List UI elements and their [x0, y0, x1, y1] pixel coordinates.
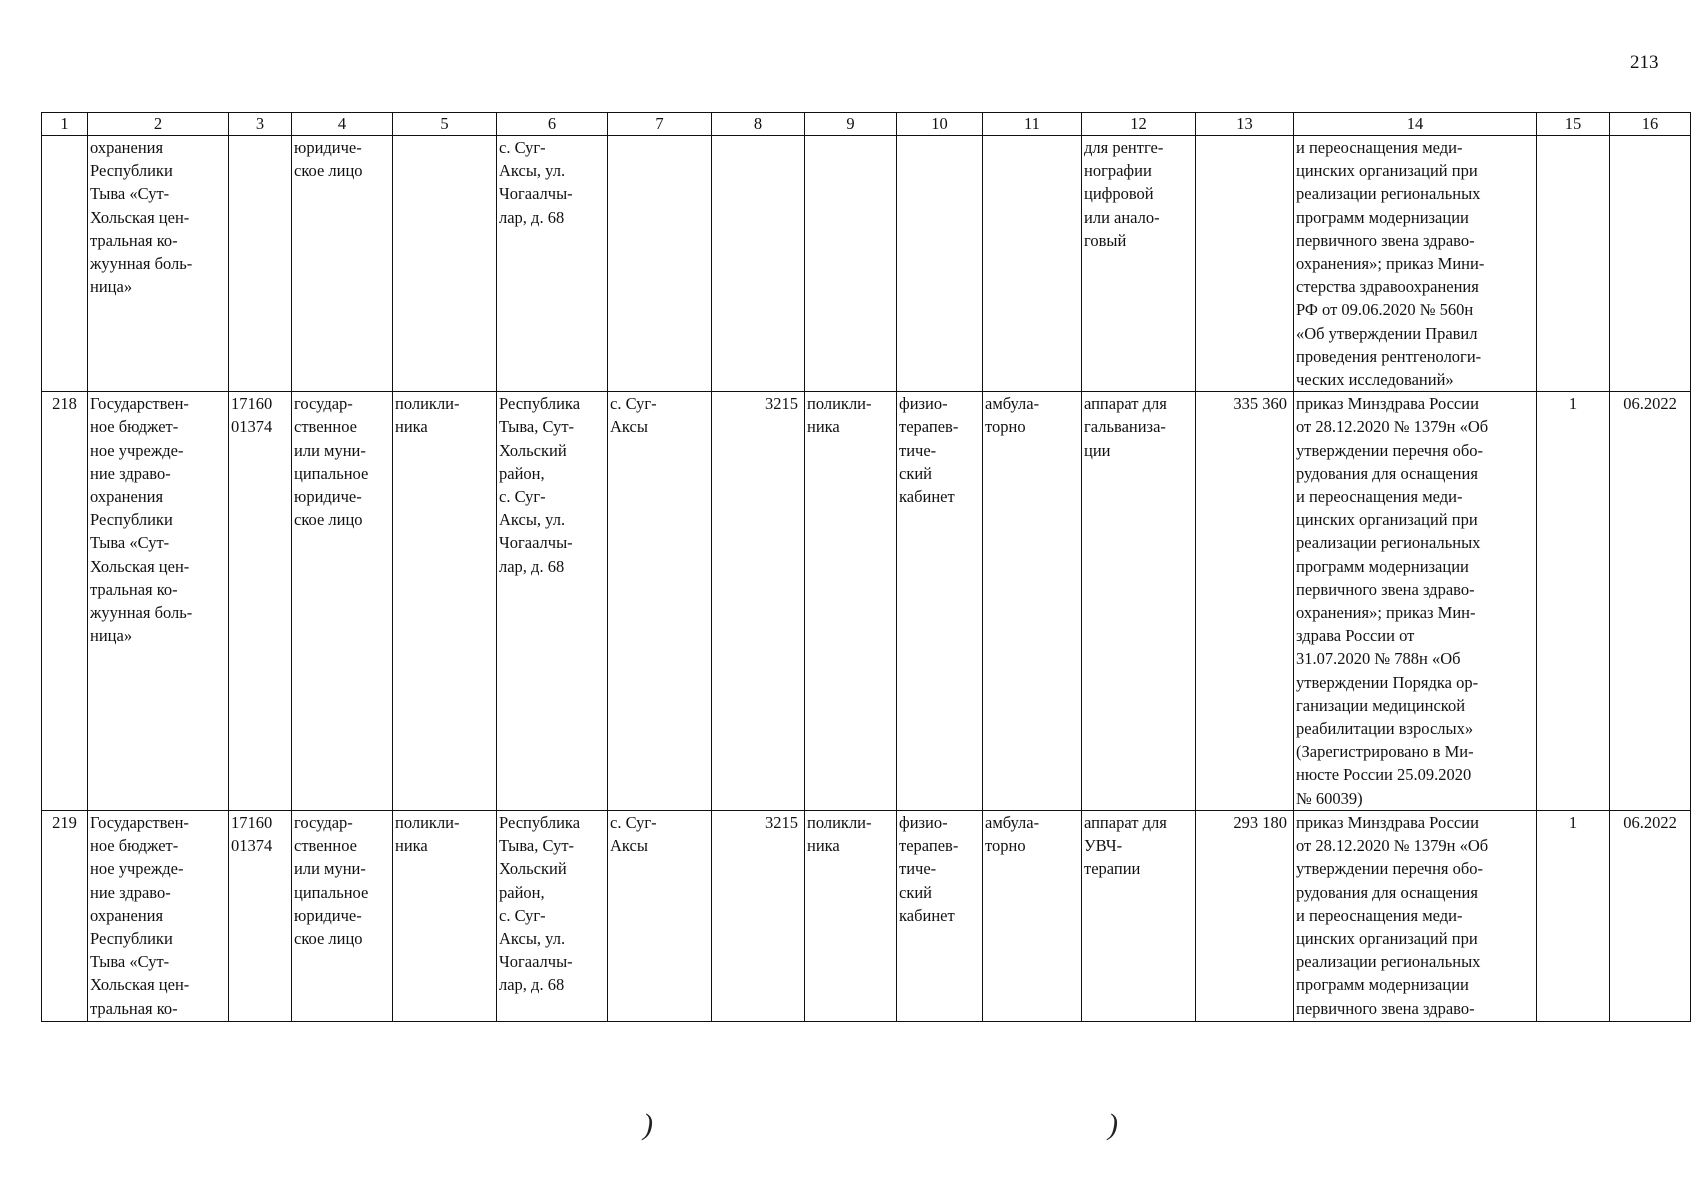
- locality-cell: с. Суг- Аксы: [608, 392, 712, 811]
- column-number: 11: [983, 113, 1082, 136]
- scan-mark-left: ): [643, 1108, 653, 1141]
- facility-type-cell: поликли- ника: [393, 810, 497, 1021]
- legal-basis-cell: приказ Минздрава России от 28.12.2020 № 1379н «Об утверждении перечня обо- рудования для оснащения и переоснащения меди- цинских организаций при реализации региональных программ модернизации первичного звена здраво- охранения»; приказ Мин- здрава России от 31.07.2020 № 788н «Об утверждении Порядка ор- ганизации медицинской реабилитации взрослых» (Зарегистрировано в Ми- нюсте России 25.09.2020 № 60039): [1294, 392, 1537, 811]
- column-number: 15: [1537, 113, 1610, 136]
- quantity-cell: 1: [1537, 392, 1610, 811]
- table-row-continuation: [42, 136, 1691, 392]
- facility-type-cell: [393, 136, 497, 392]
- address-cell: Республика Тыва, Сут- Хольский район, с. Суг- Аксы, ул. Чогаалчы- лар, д. 68: [497, 392, 608, 811]
- address-cell: с. Суг- Аксы, ул. Чогаалчы- лар, д. 68: [497, 136, 608, 392]
- organization-name-cell: охранения Республики Тыва «Сут- Хольская цен- тральная ко- жуунная боль- ница»: [88, 136, 229, 392]
- column-number: 1: [42, 113, 88, 136]
- locality-code-cell: [712, 136, 805, 392]
- locality-cell: [608, 136, 712, 392]
- column-number: 12: [1082, 113, 1196, 136]
- column-number: 14: [1294, 113, 1537, 136]
- subunit-cell: физио- терапев- тиче- ский кабинет: [897, 810, 983, 1021]
- subunit-cell: [897, 136, 983, 392]
- price-cell: 293 180: [1196, 810, 1294, 1021]
- page-number: 213: [1630, 52, 1659, 73]
- date-cell: [1610, 136, 1691, 392]
- column-number: 10: [897, 113, 983, 136]
- column-number: 5: [393, 113, 497, 136]
- column-number-row: [42, 113, 1691, 136]
- registry-table: [41, 112, 1691, 1022]
- price-cell: 335 360: [1196, 392, 1294, 811]
- locality-code-cell: 3215: [712, 392, 805, 811]
- code-cell: [229, 136, 292, 392]
- legal-basis-cell: и переоснащения меди- цинских организаций при реализации региональных программ модернизации первичного звена здраво- охранения»; приказ Мини- стерства здравоохранения РФ от 09.06.2020 № 560н «Об утверждении Правил проведения рентгенологи- ческих исследований»: [1294, 136, 1537, 392]
- column-number: 4: [292, 113, 393, 136]
- scan-mark-right: ): [1108, 1108, 1118, 1141]
- equipment-cell: аппарат для УВЧ- терапии: [1082, 810, 1196, 1021]
- row-number-cell: 219: [42, 810, 88, 1021]
- date-cell: 06.2022: [1610, 810, 1691, 1021]
- locality-cell: с. Суг- Аксы: [608, 810, 712, 1021]
- price-cell: [1196, 136, 1294, 392]
- row-number-cell: 218: [42, 392, 88, 811]
- table-row-219: [42, 810, 1691, 1021]
- care-form-cell: амбула- торно: [983, 810, 1082, 1021]
- subunit-cell: физио- терапев- тиче- ский кабинет: [897, 392, 983, 811]
- organization-name-cell: Государствен- ное бюджет- ное учрежде- ние здраво- охранения Республики Тыва «Сут- Хольская цен- тральная ко-: [88, 810, 229, 1021]
- column-number: 13: [1196, 113, 1294, 136]
- code-cell: 17160 01374: [229, 810, 292, 1021]
- locality-code-cell: 3215: [712, 810, 805, 1021]
- quantity-cell: 1: [1537, 810, 1610, 1021]
- date-cell: 06.2022: [1610, 392, 1691, 811]
- table-row-218: [42, 392, 1691, 811]
- quantity-cell: [1537, 136, 1610, 392]
- legal-form-cell: юридиче- ское лицо: [292, 136, 393, 392]
- unit-cell: [805, 136, 897, 392]
- unit-cell: поликли- ника: [805, 810, 897, 1021]
- equipment-cell: для рентге- нографии цифровой или анало- говый: [1082, 136, 1196, 392]
- column-number: 16: [1610, 113, 1691, 136]
- legal-form-cell: государ- ственное или муни- ципальное юридиче- ское лицо: [292, 810, 393, 1021]
- column-number: 6: [497, 113, 608, 136]
- legal-form-cell: государ- ственное или муни- ципальное юридиче- ское лицо: [292, 392, 393, 811]
- organization-name-cell: Государствен- ное бюджет- ное учрежде- ние здраво- охранения Республики Тыва «Сут- Хольская цен- тральная ко- жуунная боль- ница»: [88, 392, 229, 811]
- facility-type-cell: поликли- ника: [393, 392, 497, 811]
- column-number: 2: [88, 113, 229, 136]
- column-number: 3: [229, 113, 292, 136]
- row-number-cell: [42, 136, 88, 392]
- equipment-cell: аппарат для гальваниза- ции: [1082, 392, 1196, 811]
- unit-cell: поликли- ника: [805, 392, 897, 811]
- code-cell: 17160 01374: [229, 392, 292, 811]
- column-number: 9: [805, 113, 897, 136]
- address-cell: Республика Тыва, Сут- Хольский район, с. Суг- Аксы, ул. Чогаалчы- лар, д. 68: [497, 810, 608, 1021]
- column-number: 7: [608, 113, 712, 136]
- care-form-cell: амбула- торно: [983, 392, 1082, 811]
- legal-basis-cell: приказ Минздрава России от 28.12.2020 № 1379н «Об утверждении перечня обо- рудования для оснащения и переоснащения меди- цинских организаций при реализации региональных программ модернизации первичного звена здраво-: [1294, 810, 1537, 1021]
- care-form-cell: [983, 136, 1082, 392]
- column-number: 8: [712, 113, 805, 136]
